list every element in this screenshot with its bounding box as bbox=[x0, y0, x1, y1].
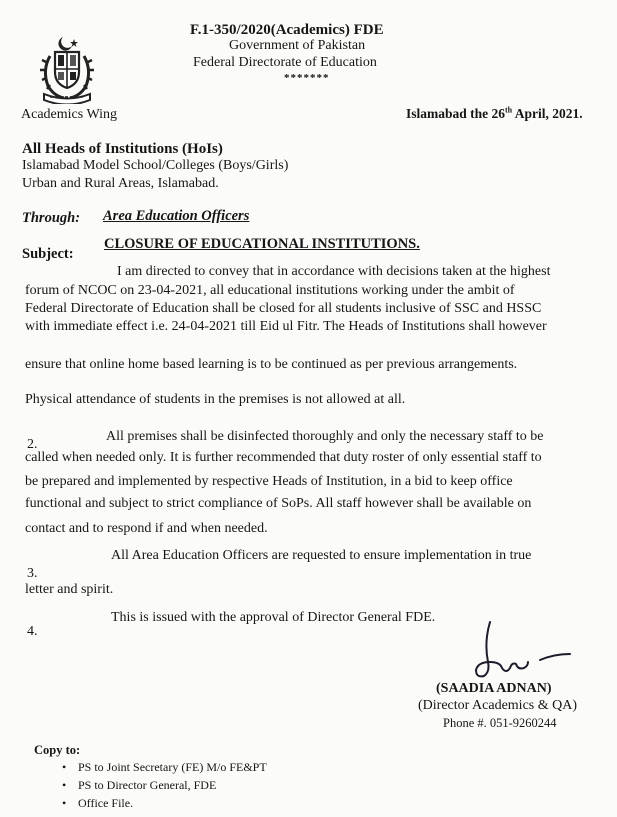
para2-line: contact and to respond if and when needed. bbox=[25, 521, 268, 536]
government-name: Government of Pakistan bbox=[229, 38, 366, 53]
copy-to-text: PS to Director General, FDE bbox=[78, 778, 217, 792]
para2-line: All premises shall be disinfected thoroughly and only the necessary staff to be bbox=[106, 429, 544, 444]
addressee-line-2: Urban and Rural Areas, Islamabad. bbox=[22, 176, 219, 191]
directorate-name: Federal Directorate of Education bbox=[193, 55, 377, 70]
date-rest: April, 2021. bbox=[512, 106, 583, 121]
subject-label: Subject: bbox=[22, 246, 74, 262]
bullet-icon: • bbox=[62, 778, 67, 792]
signatory-title: (Director Academics & QA) bbox=[418, 698, 577, 713]
para1-line: with immediate effect i.e. 24-04-2021 till Eid ul Fitr. The Heads of Institutions shall however bbox=[25, 319, 547, 334]
letterhead-separator: ******* bbox=[284, 72, 330, 84]
copy-to-item bbox=[62, 778, 216, 793]
through-value: Area Education Officers bbox=[103, 208, 250, 224]
wing-name: Academics Wing bbox=[21, 107, 117, 122]
bullet-icon: • bbox=[62, 796, 67, 810]
para1-line: Federal Directorate of Education shall be closed for all students inclusive of SSC and HSSC bbox=[25, 301, 542, 316]
para3-number: 3. bbox=[27, 566, 38, 581]
letter-date bbox=[406, 106, 583, 122]
para2-line: functional and subject to strict compliance of SoPs. All staff however shall be available on bbox=[25, 496, 532, 511]
subject-value: CLOSURE OF EDUCATIONAL INSTITUTIONS. bbox=[104, 236, 420, 252]
pakistan-state-emblem-icon bbox=[36, 34, 98, 104]
copy-to-text: PS to Joint Secretary (FE) M/o FE&PT bbox=[78, 760, 267, 774]
para3-line: letter and spirit. bbox=[25, 582, 114, 597]
through-label: Through: bbox=[22, 210, 81, 226]
copy-to-text: Office File. bbox=[78, 796, 134, 810]
copy-to-item bbox=[62, 796, 133, 811]
copy-to-item bbox=[62, 760, 267, 775]
signature-icon bbox=[470, 618, 582, 680]
signatory-phone: Phone #. 051-9260244 bbox=[443, 716, 557, 730]
addressee-heads: All Heads of Institutions (HoIs) bbox=[22, 141, 223, 157]
para1-line: I am directed to convey that in accordance with decisions taken at the highest bbox=[117, 264, 551, 279]
para1-line: forum of NCOC on 23-04-2021, all educational institutions working under the ambit of bbox=[25, 283, 515, 298]
para4-text: This is issued with the approval of Director General FDE. bbox=[111, 610, 436, 625]
copy-to-label: Copy to: bbox=[34, 743, 81, 757]
para2-line: be prepared and implemented by respective Heads of Institution, in a bid to keep office bbox=[25, 474, 513, 489]
para4-number: 4. bbox=[27, 624, 38, 639]
para2-number: 2. bbox=[27, 437, 38, 452]
reference-number: F.1-350/2020(Academics) FDE bbox=[190, 22, 384, 38]
addressee-line-1: Islamabad Model School/Colleges (Boys/Girls) bbox=[22, 158, 289, 173]
signatory-name: (SAADIA ADNAN) bbox=[436, 681, 552, 696]
para3-line: All Area Education Officers are requested to ensure implementation in true bbox=[111, 548, 532, 563]
para2-line: called when needed only. It is further recommended that duty roster of only essential staff to bbox=[25, 450, 542, 465]
date-prefix: Islamabad the 26 bbox=[406, 106, 506, 121]
para1-line: Physical attendance of students in the premises is not allowed at all. bbox=[25, 392, 406, 407]
bullet-icon: • bbox=[62, 760, 67, 774]
date-ordinal: th bbox=[505, 105, 513, 115]
para1-line: ensure that online home based learning is to be continued as per previous arrangements. bbox=[25, 357, 518, 372]
